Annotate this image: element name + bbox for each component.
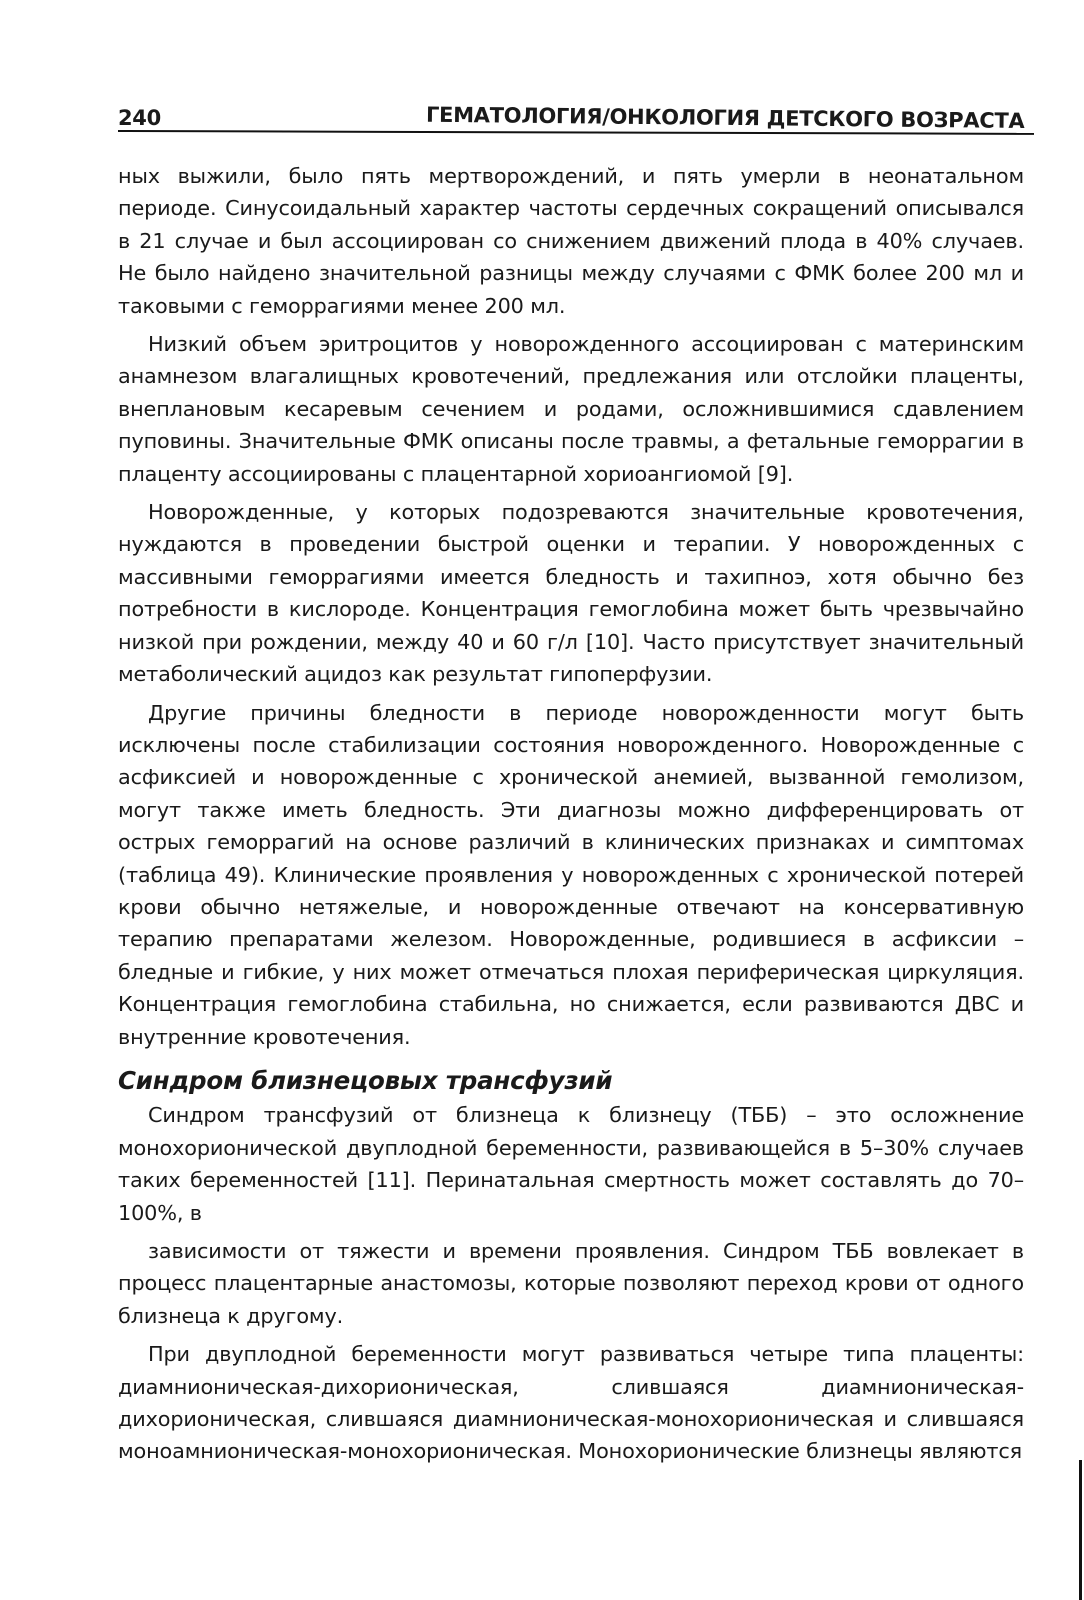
section-heading: Синдром близнецовых трансфузий: [118, 1065, 613, 1095]
scan-edge-mark: [1079, 1460, 1082, 1600]
body-text: [118, 160, 1024, 1468]
paragraph: Низкий объем эритроцитов у новорожденного ассоциирован с материнским анамнезом влагалищных кровотечений, предлежания или отслойки плаценты, внеплановым кесаревым сечением и родами, осложнившимися сдавлением пуповины. Значительные ФМК описаны после травмы, а фетальные геморрагии в плаценту ассоциированы с плацентарной хориоангиомой [9].: [118, 332, 1024, 486]
running-title: ГЕМАТОЛОГИЯ/ОНКОЛОГИЯ ДЕТСКОГО ВОЗРАСТА: [425, 102, 1025, 133]
page-number: 240: [118, 106, 161, 130]
book-page: [118, 100, 1024, 1474]
paragraph: ных выжили, было пять мертворождений, и пять умерли в неонатальном периоде. Синусоидальный характер частоты сердечных сокращений описывался в 21 случае и был ассоциирован со снижением движений плода в 40% случаев. Не было найдено значительной разницы между случаями с ФМК более 200 мл и таковыми с геморрагиями менее 200 мл.: [118, 164, 1024, 318]
page-header: [118, 100, 1024, 136]
paragraph: зависимости от тяжести и времени проявления. Синдром ТББ вовлекает в процесс плацентарные анастомозы, которые позволяют переход крови от одного близнеца к другому.: [118, 1239, 1024, 1328]
paragraph: Синдром трансфузий от близнеца к близнецу (ТББ) – это осложнение монохорионической двуплодной беременности, развивающейся в 5–30% случаев таких беременностей [11]. Перинатальная смертность может составлять до 70–100%, в: [118, 1103, 1024, 1225]
paragraph: Другие причины бледности в периоде новорожденности могут быть исключены после стабилизации состояния новорожденного. Новорожденные с асфиксией и новорожденные с хронической анемией, вызванной гемолизом, могут также иметь бледность. Эти диагнозы можно дифференцировать от острых геморрагий на основе различий в клинических признаках и симптомах (таблица 49). Клинические проявления у новорожденных с хронической потерей крови обычно нетяжелые, и новорожденные отвечают на консервативную терапию препаратами железом. Новорожденные, родившиеся в асфиксии – бледные и гибкие, у них может отмечаться плохая периферическая циркуляция. Концентрация гемоглобина стабильна, но снижается, если развиваются ДВС и внутренние кровотечения.: [118, 700, 1024, 1049]
paragraph: При двуплодной беременности могут развиваться четыре типа плаценты: диамнионическая-дихорионическая, слившаяся диамнионическая-дихорионическая, слившаяся диамнионическая-монохорионическая и слившаяся моноамнионическая-монохорионическая. Монохорионические близнецы являются: [118, 1342, 1024, 1464]
paragraph: Новорожденные, у которых подозреваются значительные кровотечения, нуждаются в проведении быстрой оценки и терапии. У новорожденных с массивными геморрагиями имеется бледность и тахипноэ, хотя обычно без потребности в кислороде. Концентрация гемоглобина может быть чрезвычайно низкой при рождении, между 40 и 60 г/л [10]. Часто присутствует значительный метаболический ацидоз как результат гипоперфузии.: [118, 500, 1024, 687]
